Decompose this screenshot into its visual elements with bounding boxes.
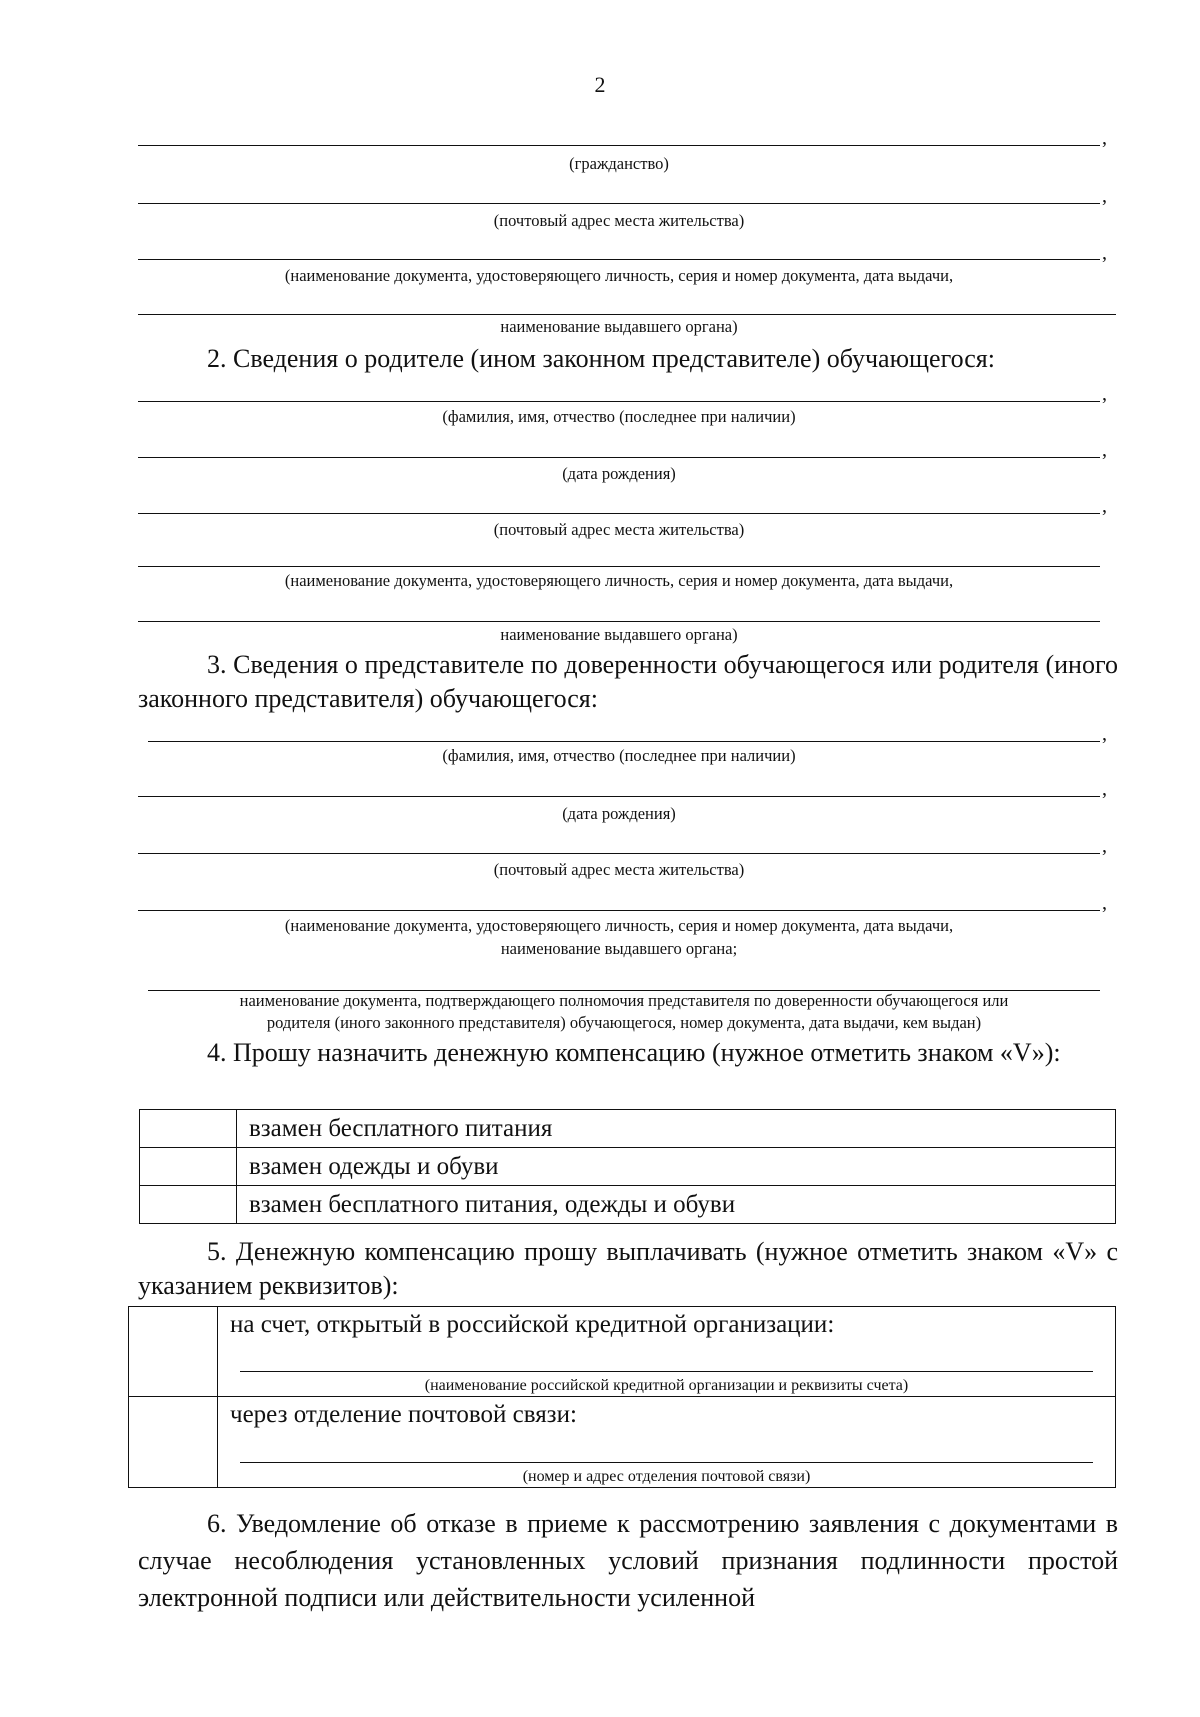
comma: ,: [1102, 892, 1107, 914]
document-issuer-caption: наименование выдавшего органа): [500, 317, 738, 336]
option-checkbox[interactable]: [140, 1186, 237, 1224]
option-label: взамен бесплатного питания: [237, 1110, 1116, 1148]
bank-details-caption: (наименование российской кредитной организации и реквизиты счета): [424, 1377, 909, 1394]
comma: ,: [1102, 127, 1107, 149]
option-label: взамен одежды и обуви: [237, 1148, 1116, 1186]
comma: ,: [1102, 835, 1107, 857]
section-3-heading: 3. Сведения о представителе по доверенности обучающегося или родителя (иного законного представителя) обучающегося:: [138, 650, 1118, 713]
authority-document-caption-continued: родителя (иного законного представителя) обучающегося, номер документа, дата выдачи, кем выдан): [266, 1013, 982, 1032]
table-row: [140, 1110, 1116, 1148]
representative-birthdate-caption: (дата рождения): [562, 804, 676, 823]
parent-birthdate-line[interactable]: [138, 457, 1100, 458]
parent-birthdate-caption: (дата рождения): [562, 464, 676, 483]
option-label: взамен бесплатного питания, одежды и обуви: [237, 1186, 1116, 1224]
table-row: [129, 1397, 1116, 1488]
document-line[interactable]: [138, 259, 1100, 260]
parent-document-caption: (наименование документа, удостоверяющего личность, серия и номер документа, дата выдачи,: [284, 571, 954, 590]
representative-birthdate-line[interactable]: [138, 796, 1100, 797]
bank-option-label: на счет, открытый в российской кредитной организации:: [230, 1311, 835, 1338]
payment-option-bank: [218, 1307, 1116, 1397]
comma: ,: [1102, 439, 1107, 461]
representative-name-line[interactable]: [148, 741, 1100, 742]
citizenship-caption: (гражданство): [569, 154, 669, 173]
parent-name-caption: (фамилия, имя, отчество (последнее при наличии): [442, 407, 796, 426]
comma: ,: [1102, 778, 1107, 800]
parent-document-issuer-caption: наименование выдавшего органа): [500, 625, 738, 644]
payment-method-table: [128, 1306, 1116, 1488]
page-number: 2: [594, 72, 606, 97]
payment-option-post: [218, 1397, 1116, 1488]
comma: ,: [1102, 383, 1107, 405]
parent-address-caption: (почтовый адрес места жительства): [493, 520, 745, 539]
parent-address-line[interactable]: [138, 513, 1100, 514]
section-6-text: 6. Уведомление об отказе в приеме к рассмотрению заявления с документами в случае несоблюдения установленных условий признания подлинности простой электронной подписи или действительности усиленной: [138, 1509, 1118, 1612]
bank-details-line[interactable]: [240, 1371, 1093, 1372]
document-caption: (наименование документа, удостоверяющего личность, серия и номер документа, дата выдачи,: [284, 266, 954, 285]
section-5-heading: 5. Денежную компенсацию прошу выплачивать (нужное отметить знаком «V» с указанием реквизитов):: [138, 1237, 1118, 1300]
representative-document-caption: (наименование документа, удостоверяющего личность, серия и номер документа, дата выдачи,: [284, 916, 954, 935]
payment-checkbox[interactable]: [129, 1397, 218, 1488]
comma: ,: [1102, 185, 1107, 207]
representative-address-caption: (почтовый адрес места жительства): [493, 860, 745, 879]
representative-address-line[interactable]: [138, 853, 1100, 854]
comma: ,: [1102, 723, 1107, 745]
parent-name-line[interactable]: [138, 401, 1100, 402]
post-office-caption: (номер и адрес отделения почтовой связи): [522, 1468, 811, 1485]
post-option-label: через отделение почтовой связи:: [230, 1401, 577, 1428]
section-2-heading: 2. Сведения о родителе (ином законном представителе) обучающегося:: [207, 344, 995, 373]
representative-name-caption: (фамилия, имя, отчество (последнее при наличии): [442, 746, 796, 765]
table-row: [140, 1186, 1116, 1224]
comma: ,: [1102, 242, 1107, 264]
option-checkbox[interactable]: [140, 1110, 237, 1148]
address-line[interactable]: [138, 203, 1100, 204]
citizenship-line[interactable]: [138, 145, 1100, 146]
parent-document-line[interactable]: [138, 566, 1100, 567]
authority-document-caption: наименование документа, подтверждающего полномочия представителя по доверенности обучающегося или: [239, 991, 1009, 1010]
option-checkbox[interactable]: [140, 1148, 237, 1186]
address-caption: (почтовый адрес места жительства): [493, 211, 745, 230]
table-row: [140, 1148, 1116, 1186]
post-office-line[interactable]: [240, 1462, 1093, 1463]
comma: ,: [1102, 495, 1107, 517]
payment-checkbox[interactable]: [129, 1307, 218, 1397]
document-issuer-line[interactable]: [138, 314, 1116, 315]
section-4-heading: 4. Прошу назначить денежную компенсацию (нужное отметить знаком «V»):: [207, 1038, 1061, 1067]
representative-document-line[interactable]: [138, 910, 1100, 911]
compensation-options-table: [139, 1109, 1116, 1224]
table-row: [129, 1307, 1116, 1397]
representative-document-issuer-caption: наименование выдавшего органа;: [500, 939, 738, 958]
parent-document-issuer-line[interactable]: [138, 621, 1100, 622]
